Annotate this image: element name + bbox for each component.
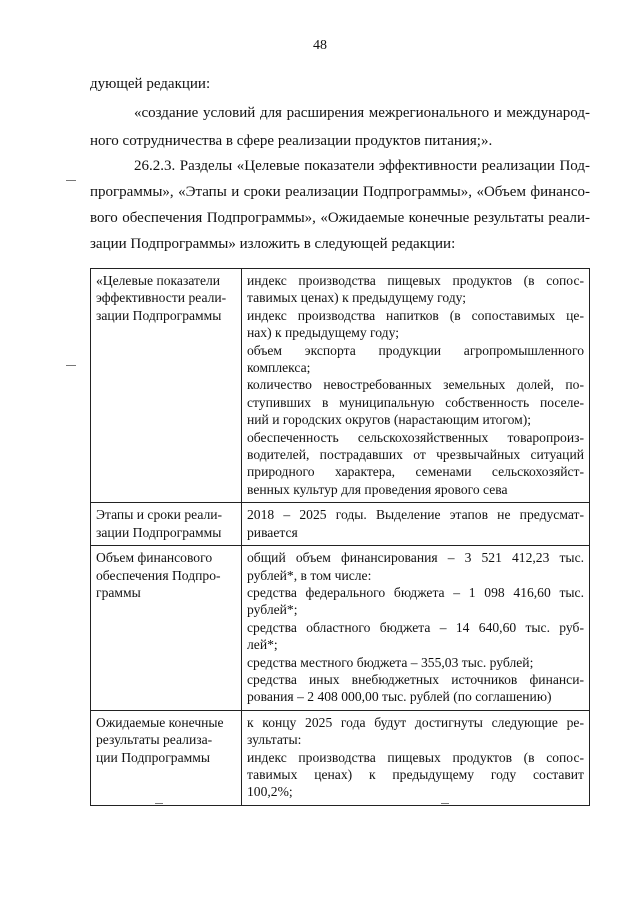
key-line: результаты реализа- [96, 732, 213, 748]
table-row [91, 710, 590, 805]
key-line: «Целевые показатели [96, 273, 221, 288]
table-row [91, 269, 590, 503]
value-line: объем экспорта продукции агропромышленного [247, 342, 584, 358]
quote-line: ного сотрудничества в сфере реализации продуктов питания;». [90, 133, 493, 149]
row-key-cell [91, 503, 242, 546]
value-line: средства федерального бюджета – 1 098 416,60 тыс. [247, 584, 584, 600]
scan-mark [66, 365, 76, 366]
paragraph-line: программы», «Этапы и сроки реализации Подпрограммы», «Объем финансо- [90, 184, 590, 200]
table-body [91, 269, 590, 806]
value-line: рублей*; [247, 602, 298, 618]
value-line: зультаты: [247, 732, 302, 748]
key-line: Объем финансового [96, 550, 213, 566]
value-line: лей*; [247, 637, 278, 653]
paragraph-line: вого обеспечения Подпрограммы», «Ожидаемые конечные результаты реали- [90, 210, 590, 226]
key-line: зации Подпрограммы [96, 524, 222, 540]
value-line: количество невостребованных земельных долей, по- [247, 377, 584, 393]
row-value-cell [242, 503, 590, 546]
value-line: 100,2%; [247, 784, 293, 800]
value-line: индекс производства напитков (в сопоставимых це- [247, 307, 584, 323]
value-line: нах) к предыдущему году; [247, 325, 399, 341]
value-line: средства областного бюджета – 14 640,60 тыс. руб- [247, 619, 584, 635]
paragraph-line: 26.2.3. Разделы «Целевые показатели эффективности реализации Под- [134, 158, 590, 174]
value-line: 2018 – 2025 годы. Выделение этапов не предусмат- [247, 507, 584, 523]
value-line: обеспеченность сельскохозяйственных товаропроиз- [247, 429, 584, 445]
value-line: средства иных внебюджетных источников финанси- [247, 671, 584, 687]
row-value-cell [242, 546, 590, 711]
value-line: ний и городских округов (нарастающим итогом); [247, 412, 532, 428]
quote-line: «создание условий для расширения межрегионального и международ- [134, 105, 590, 121]
paragraph-line: зации Подпрограммы» изложить в следующей редакции: [90, 236, 456, 252]
table-row [91, 503, 590, 546]
key-line: граммы [96, 584, 141, 600]
value-line: индекс производства пищевых продуктов (в сопос- [247, 273, 584, 288]
value-line: ривается [247, 524, 298, 540]
value-line: ступивших в муниципальную собственность поселе- [247, 394, 584, 410]
row-key-cell [91, 269, 242, 503]
value-line: тавимых ценах) к предыдущему году составит [247, 766, 584, 782]
key-line: зации Подпрограммы [96, 307, 222, 323]
value-line: рублей*, в том числе: [247, 567, 372, 583]
value-line: рования – 2 408 000,00 тыс. рублей (по соглашению) [247, 689, 552, 705]
table-row [91, 546, 590, 711]
intro-line: дующей редакции: [90, 76, 211, 92]
key-line: Этапы и сроки реали- [96, 507, 223, 523]
value-line: средства местного бюджета – 355,03 тыс. рублей; [247, 654, 534, 670]
program-table [90, 268, 590, 806]
key-line: обеспечения Подпро- [96, 567, 221, 583]
value-line: комплекса; [247, 360, 311, 376]
key-line: ции Подпрограммы [96, 749, 210, 765]
value-line: тавимых ценах) к предыдущему году; [247, 290, 467, 306]
value-line: индекс производства пищевых продуктов (в сопос- [247, 749, 584, 765]
value-line: общий объем финансирования – 3 521 412,23 тыс. [247, 550, 584, 566]
value-line: венных культур для проведения ярового сева [247, 481, 508, 497]
row-value-cell [242, 710, 590, 805]
page-number: 48 [313, 38, 327, 53]
key-line: Ожидаемые конечные [96, 714, 224, 730]
row-key-cell [91, 546, 242, 711]
value-line: водителей, пострадавших от чрезвычайных ситуаций [247, 447, 584, 463]
scan-mark [66, 180, 76, 181]
key-line: эффективности реали- [96, 290, 227, 306]
row-key-cell [91, 710, 242, 805]
value-line: к концу 2025 года будут достигнуты следующие ре- [247, 714, 584, 730]
row-value-cell [242, 269, 590, 503]
value-line: природного характера, семенами сельскохозяйст- [247, 464, 584, 480]
